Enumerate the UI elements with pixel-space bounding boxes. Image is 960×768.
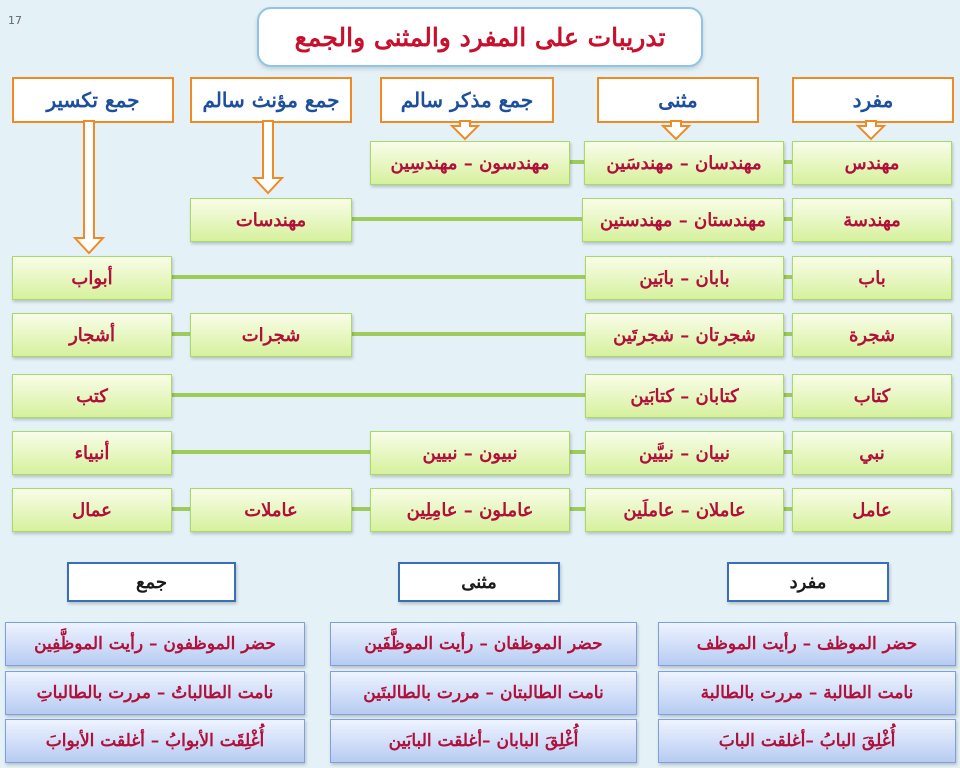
cell-jam-muannath: عاملات	[190, 488, 352, 532]
header-jam-mudhakkar: جمع مذكر سالم	[380, 77, 554, 123]
cell-jam-mudhakkar: نبيون – نبيين	[370, 431, 570, 475]
cell-jam-muannath: مهندسات	[190, 198, 352, 242]
example-jam: نامت الطالباتُ – مررت بالطالباتِ	[5, 671, 305, 715]
cell-mufrad: نبي	[792, 431, 952, 475]
example-mufrad: نامت الطالبة – مررت بالطالبة	[658, 671, 956, 715]
cell-muthanna: عاملان – عاملَين	[585, 488, 784, 532]
example-mufrad: حضر الموظف – رأيت الموظف	[658, 622, 956, 666]
cell-jam-muannath: شجرات	[190, 313, 352, 357]
arrow-taksir-icon	[75, 121, 103, 253]
cell-jam-taksir: أبواب	[12, 256, 172, 300]
header-jam-muannath: جمع مؤنث سالم	[190, 77, 352, 123]
cell-muthanna: مهندسان – مهندسَين	[584, 141, 784, 185]
arrow-muannath-icon	[254, 121, 282, 193]
header-mufrad: مفرد	[792, 77, 954, 123]
cell-jam-taksir: أنبياء	[12, 431, 172, 475]
arrow-mufrad-icon	[858, 121, 884, 139]
cell-jam-taksir: أشجار	[12, 313, 172, 357]
arrow-mudhakkar-icon	[452, 121, 478, 139]
cell-mufrad: عامل	[792, 488, 952, 532]
example-muthanna: نامت الطالبتان – مررت بالطالبتَين	[330, 671, 637, 715]
arrow-muthanna-icon	[663, 121, 689, 139]
cell-muthanna: مهندستان – مهندستين	[582, 198, 784, 242]
cell-mufrad: كتاب	[792, 374, 952, 418]
example-muthanna: حضر الموظفان – رأيت الموظَّفَين	[330, 622, 637, 666]
bottom-header-jam: جمع	[67, 562, 236, 602]
header-jam-taksir: جمع تكسير	[12, 77, 174, 123]
cell-mufrad: باب	[792, 256, 952, 300]
example-jam: أُغْلِقَت الأبوابُ – أغلقت الأبوابَ	[5, 719, 305, 763]
example-muthanna: أُغْلِقَ البابان –أغلقت البابَين	[330, 719, 637, 763]
bottom-header-muthanna: مثنى	[398, 562, 560, 602]
cell-muthanna: كتابان – كتابَين	[585, 374, 784, 418]
cell-jam-mudhakkar: عاملون – عامِلِين	[370, 488, 570, 532]
example-jam: حضر الموظفون – رأيت الموظَّفِين	[5, 622, 305, 666]
header-muthanna: مثنى	[597, 77, 759, 123]
cell-muthanna: بابان – بابَين	[585, 256, 784, 300]
page-number: 17	[8, 14, 22, 27]
cell-jam-mudhakkar: مهندسون – مهندسِين	[370, 141, 570, 185]
cell-jam-taksir: عمال	[12, 488, 172, 532]
cell-mufrad: مهندس	[792, 141, 952, 185]
cell-mufrad: مهندسة	[792, 198, 952, 242]
page-title: تدريبات على المفرد والمثنى والجمع	[257, 7, 703, 67]
example-mufrad: أُغْلِقَ البابُ –أغلقت البابَ	[658, 719, 956, 763]
cell-jam-taksir: كتب	[12, 374, 172, 418]
cell-muthanna: نبيان – نبيَّين	[585, 431, 784, 475]
cell-mufrad: شجرة	[792, 313, 952, 357]
bottom-header-mufrad: مفرد	[727, 562, 889, 602]
cell-muthanna: شجرتان – شجرتَين	[585, 313, 784, 357]
